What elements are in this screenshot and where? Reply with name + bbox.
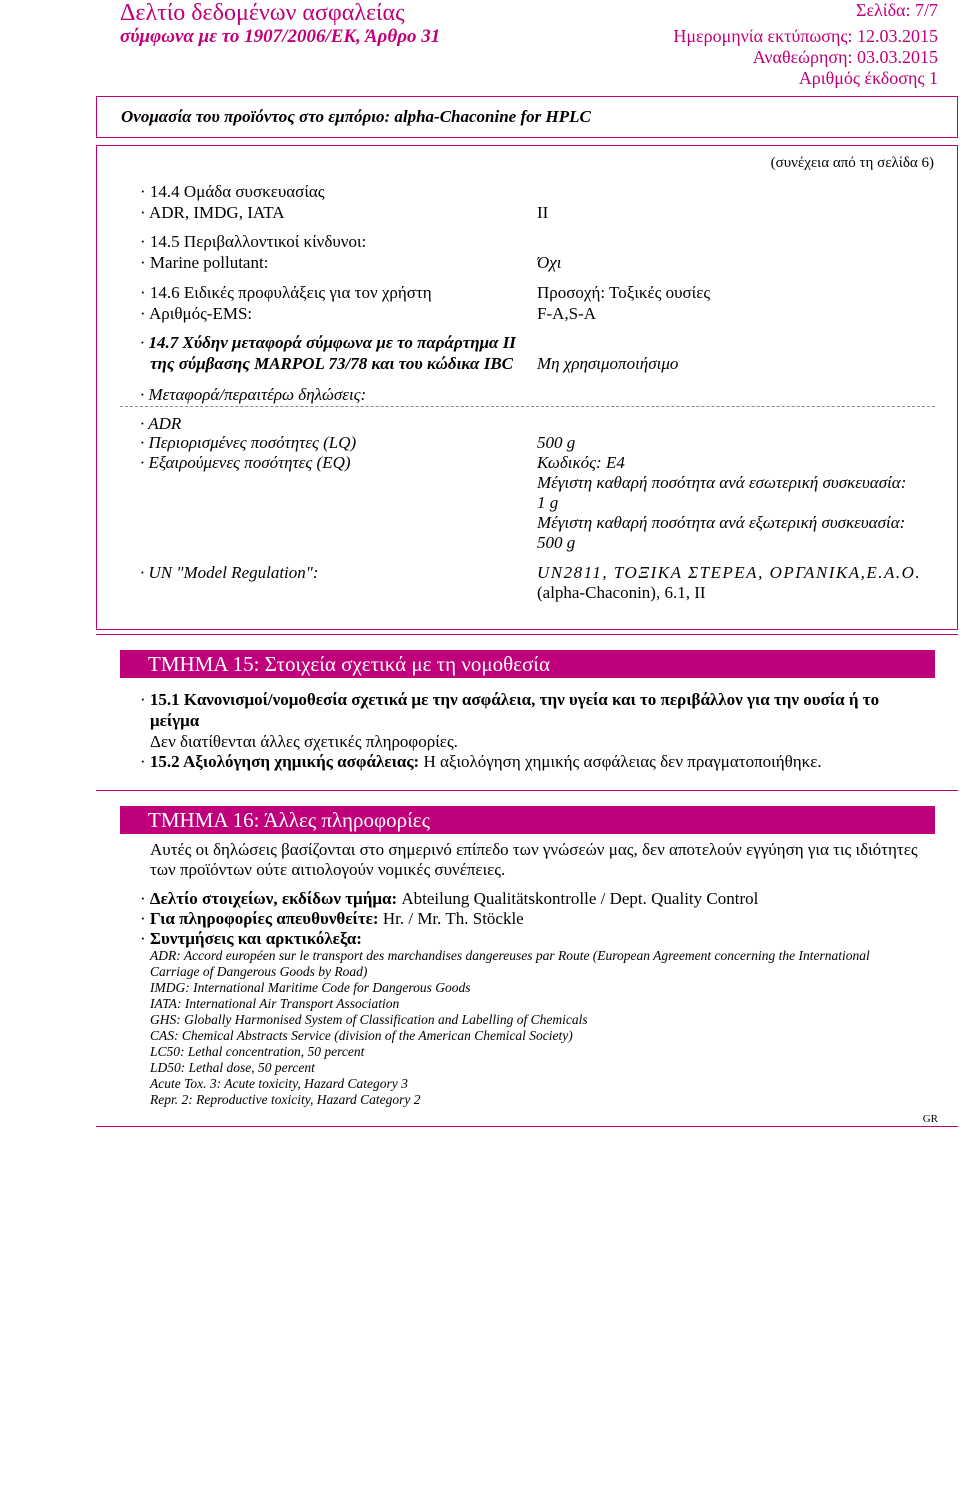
row-15-1a: · 15.1 Κανονισμοί/νομοθεσία σχετικά με την ασφάλεια, την υγεία και το περιβάλλον για την ουσία ή το bbox=[140, 690, 880, 709]
row-14-5: · 14.5 Περιβαλλοντικοί κίνδυνοι: bbox=[140, 232, 367, 251]
row-contact: · Για πληροφορίες απευθυνθείτε: Hr. / Mr. Th. Stöckle bbox=[140, 909, 524, 928]
document-title: Δελτίο δεδομένων ασφαλείας bbox=[120, 0, 405, 26]
row-marine: · Marine pollutant: bbox=[140, 253, 269, 272]
document-subtitle: σύμφωνα με το 1907/2006/ΕΚ, Άρθρο 31 bbox=[120, 26, 441, 47]
abbr-item: CAS: Chemical Abstracts Service (division of the American Chemical Society) bbox=[150, 1028, 573, 1043]
row-ems: · Αριθμός-EMS: bbox=[140, 304, 253, 323]
section-16-heading: ΤΜΗΜΑ 16: Άλλες πληροφορίες bbox=[120, 806, 935, 834]
abbr-item: IMDG: International Maritime Code for Dangerous Goods bbox=[150, 980, 471, 995]
print-date: Ημερομηνία εκτύπωσης: 12.03.2015 bbox=[673, 26, 938, 46]
row-un: · UN "Model Regulation": bbox=[140, 563, 319, 582]
row-15-2: · 15.2 Αξιολόγηση χημικής ασφάλειας: Η αξιολόγηση χημικής ασφάλειας δεν πραγματοποιήθηκε. bbox=[140, 752, 822, 771]
row-15-1b: μείγμα bbox=[150, 711, 200, 730]
eq-value-3: 1 g bbox=[537, 493, 559, 512]
row-transport: · Μεταφορά/περαιτέρω δηλώσεις: bbox=[140, 385, 367, 404]
row-adr: · ADR bbox=[140, 414, 182, 433]
s16-intro-1: Αυτές οι δηλώσεις βασίζονται στο σημερινό επίπεδο των γνώσεών μας, δεν αποτελούν εγγύηση για τις ιδιότητες bbox=[150, 840, 918, 859]
eq-value-1: Κωδικός: E4 bbox=[537, 453, 625, 472]
abbr-item: LC50: Lethal concentration, 50 percent bbox=[150, 1044, 365, 1059]
row-lq: · Περιορισμένες ποσότητες (LQ) bbox=[140, 433, 357, 452]
row-14-4: · 14.4 Ομάδα συσκευασίας bbox=[140, 182, 325, 201]
revision-date: Αναθεώρηση: 03.03.2015 bbox=[752, 47, 938, 67]
row-14-7a: · 14.7 Χύδην μεταφορά σύμφωνα με το παράρτημα II bbox=[140, 333, 516, 352]
section-16-bar bbox=[96, 790, 958, 791]
abbr-item: LD50: Lethal dose, 50 percent bbox=[150, 1060, 315, 1075]
product-name: Ονομασία του προϊόντος στο εμπόριο: alpha-Chaconine for HPLC bbox=[121, 107, 591, 126]
continued-note: (συνέχεια από τη σελίδα 6) bbox=[770, 155, 934, 171]
eq-value-5: 500 g bbox=[537, 533, 576, 552]
un-value-2: (alpha-Chaconin), 6.1, II bbox=[537, 583, 706, 602]
row-14-6: · 14.6 Ειδικές προφυλάξεις για τον χρήστη bbox=[140, 283, 432, 302]
abbr-item: IATA: International Air Transport Association bbox=[150, 996, 400, 1011]
un-value-1: UN2811, ΤΟΞΙΚΑ ΣΤΕΡΕΑ, ΟΡΓΑΝΙΚΑ,Ε.Α.Ο. bbox=[537, 563, 922, 582]
dashed-divider bbox=[120, 406, 935, 407]
row-abbr-label: · Συντμήσεις και αρκτικόλεξα: bbox=[140, 929, 362, 948]
packing-group-value: II bbox=[537, 203, 549, 222]
eq-value-4: Μέγιστη καθαρή ποσότητα ανά εξωτερική συσκευασία: bbox=[537, 513, 906, 532]
section-15-bar bbox=[96, 634, 958, 635]
row-adr-imdg-iata: · ADR, IMDG, IATA bbox=[140, 203, 285, 222]
version-number: Αριθμός έκδοσης 1 bbox=[798, 68, 938, 88]
row-eq: · Εξαιρούμενες ποσότητες (EQ) bbox=[140, 453, 351, 472]
abbr-list bbox=[150, 948, 870, 1108]
row-14-7b: της σύμβασης MARPOL 73/78 και του κώδικα IBC bbox=[150, 354, 513, 373]
s16-intro-2: των προϊόντων ούτε αιτιολογούν νομικές συνέπειες. bbox=[150, 860, 506, 879]
row-15-1-text: Δεν διατίθενται άλλες σχετικές πληροφορίες. bbox=[150, 732, 458, 751]
language-code: GR bbox=[922, 1113, 938, 1125]
lq-value: 500 g bbox=[537, 433, 576, 452]
section-15-heading: ΤΜΗΜΑ 15: Στοιχεία σχετικά με τη νομοθεσία bbox=[120, 650, 935, 678]
abbr-item: Acute Tox. 3: Acute toxicity, Hazard Category 3 bbox=[150, 1076, 408, 1091]
row-dept: · Δελτίο στοιχείων, εκδίδων τμήμα: Abteilung Qualitätskontrolle / Dept. Quality Control bbox=[140, 889, 759, 908]
marine-pollutant-value: Όχι bbox=[537, 253, 562, 272]
product-name-box bbox=[96, 96, 958, 138]
page-number: Σελίδα: 7/7 bbox=[855, 0, 938, 20]
abbr-item: Carriage of Dangerous Goods by Road) bbox=[150, 964, 368, 979]
abbr-item: Repr. 2: Reproductive toxicity, Hazard Category 2 bbox=[150, 1092, 421, 1107]
abbr-item: ADR: Accord européen sur le transport des marchandises dangereuses par Route (European Agreement concerning the International bbox=[150, 948, 870, 963]
footer-rule bbox=[96, 1126, 958, 1127]
abbr-item: GHS: Globally Harmonised System of Classification and Labelling of Chemicals bbox=[150, 1012, 588, 1027]
user-precaution-value: Προσοχή: Τοξικές ουσίες bbox=[537, 283, 711, 302]
ems-value: F-A,S-A bbox=[537, 304, 597, 323]
eq-value-2: Μέγιστη καθαρή ποσότητα ανά εσωτερική συσκευασία: bbox=[537, 473, 907, 492]
bulk-transport-value: Μη χρησιμοποιήσιμο bbox=[537, 354, 679, 373]
